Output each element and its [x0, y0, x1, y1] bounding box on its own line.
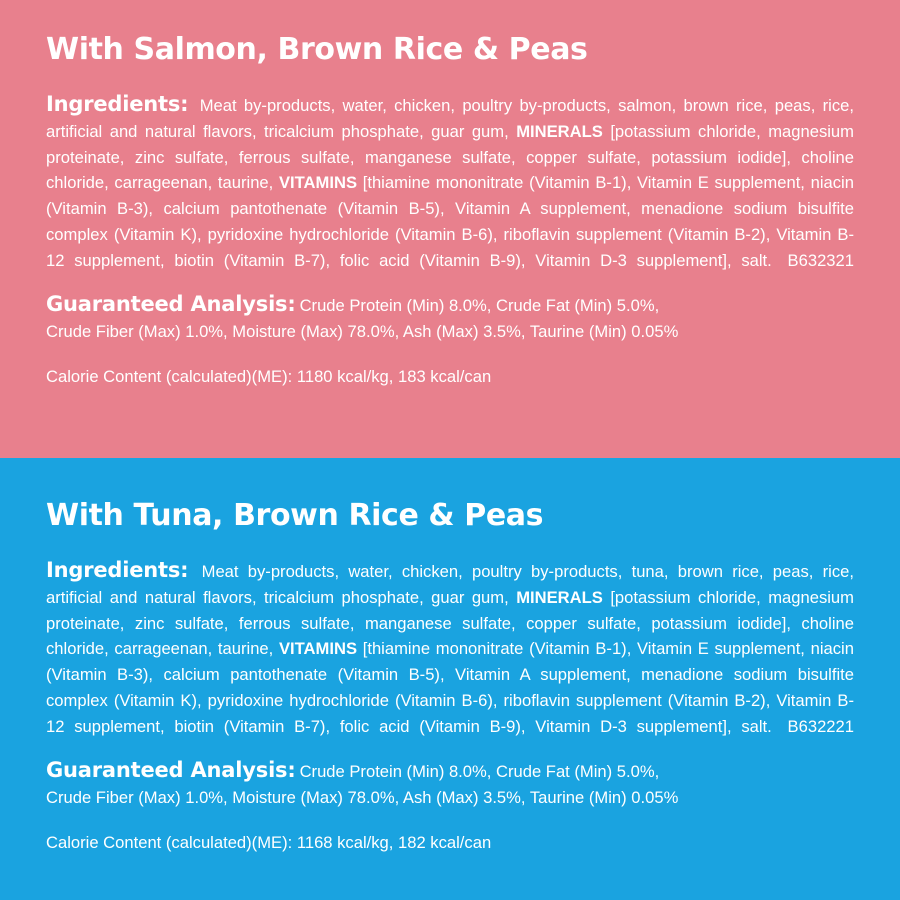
product-code: B632321	[787, 250, 854, 270]
guaranteed-analysis	[46, 291, 854, 345]
ingredients-part1: Meat by-products, water, chicken, poultry by-products, tuna, brown rice, peas, rice, artificial and natural flavors, tricalcium phosphate, guar gum,	[46, 562, 854, 607]
section-title: With Salmon, Brown Rice & Peas	[46, 32, 588, 67]
calorie-content: Calorie Content (calculated)(ME): 1180 kcal/kg, 183 kcal/can	[46, 366, 492, 386]
ingredients-part2: [potassium chloride, magnesium proteinate, zinc sulfate, ferrous sulfate, manganese sulfate, copper sulfate, potassium iodide], choline chloride, carrageenan, taurine,	[46, 121, 854, 193]
calorie-content: Calorie Content (calculated)(ME): 1168 kcal/kg, 182 kcal/can	[46, 832, 492, 852]
ingredients-part2: [potassium chloride, magnesium proteinate, zinc sulfate, ferrous sulfate, manganese sulfate, copper sulfate, potassium iodide], choline chloride, carrageenan, taurine,	[46, 587, 854, 659]
vitamins-label: VITAMINS	[278, 639, 358, 659]
analysis-line2: Crude Fiber (Max) 1.0%, Moisture (Max) 78.0%, Ash (Max) 3.5%, Taurine (Min) 0.05%	[46, 321, 679, 341]
guaranteed-analysis	[46, 757, 854, 811]
ingredients-label: Ingredients:	[46, 558, 189, 582]
analysis-line1: Crude Protein (Min) 8.0%, Crude Fat (Min) 5.0%,	[299, 295, 660, 315]
ingredients-text	[46, 92, 854, 274]
analysis-line2: Crude Fiber (Max) 1.0%, Moisture (Max) 78.0%, Ash (Max) 3.5%, Taurine (Min) 0.05%	[46, 787, 679, 807]
minerals-label: MINERALS	[516, 587, 603, 607]
ingredients-label: Ingredients:	[46, 92, 189, 116]
analysis-label: Guaranteed Analysis:	[46, 291, 296, 316]
ingredients-text	[46, 558, 854, 740]
analysis-line1: Crude Protein (Min) 8.0%, Crude Fat (Min) 5.0%,	[299, 761, 660, 781]
ingredients-part3: [thiamine mononitrate (Vitamin B-1), Vitamin E supplement, niacin (Vitamin B-3), calcium pantothenate (Vitamin B-5), Vitamin A supplement, menadione sodium bisulfite complex (Vitamin K), pyridoxine hydrochloride (Vitamin B-6), riboflavin supplement (Vitamin B-2), Vitamin B-12 supplement, biotin (Vitamin B-7), folic acid (Vitamin B-9), Vitamin D-3 supplement], salt.	[46, 173, 854, 270]
minerals-label: MINERALS	[516, 121, 603, 141]
product-code: B632221	[787, 716, 854, 736]
tuna-section	[0, 458, 900, 900]
section-title: With Tuna, Brown Rice & Peas	[46, 498, 544, 533]
analysis-label: Guaranteed Analysis:	[46, 757, 296, 782]
ingredients-part1: Meat by-products, water, chicken, poultry by-products, salmon, brown rice, peas, rice, artificial and natural flavors, tricalcium phosphate, guar gum,	[46, 96, 854, 141]
ingredients-part3: [thiamine mononitrate (Vitamin B-1), Vitamin E supplement, niacin (Vitamin B-3), calcium pantothenate (Vitamin B-5), Vitamin A supplement, menadione sodium bisulfite complex (Vitamin K), pyridoxine hydrochloride (Vitamin B-6), riboflavin supplement (Vitamin B-2), Vitamin B-12 supplement, biotin (Vitamin B-7), folic acid (Vitamin B-9), Vitamin D-3 supplement], salt.	[46, 639, 854, 736]
vitamins-label: VITAMINS	[278, 173, 358, 193]
